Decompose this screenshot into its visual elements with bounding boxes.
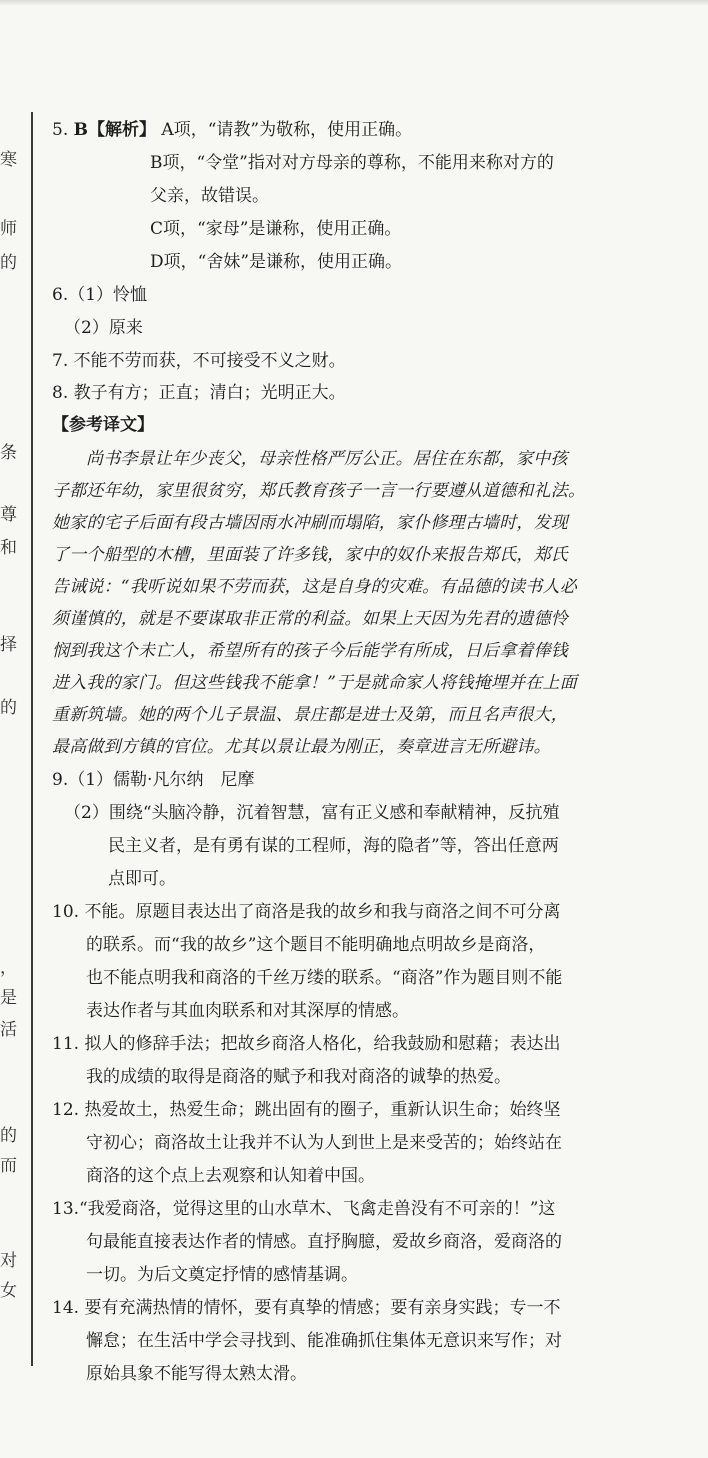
translation-line: 尚书李景让年少丧父，母亲性格严厉公正。居住在东都，家中孩 [86,449,568,469]
left-fragment: 择 [0,635,17,655]
answer-line: C项，“家母”是谦称，使用正确。 [150,219,402,239]
left-fragment: 女 [0,1281,17,1301]
answer-line: 8. 教子有方；正直；清白；光明正大。 [52,383,346,403]
answer-line: 商洛的这个点上去观察和认知着中国。 [86,1166,375,1186]
translation-line: 进入我的家门。但这些钱我不能拿！”于是就命家人将钱掩埋并在上面 [52,673,577,693]
answer-line: 一切。为后文奠定抒情的感情基调。 [86,1265,358,1285]
answer-line: 民主义者，是有勇有谋的工程师，海的隐者”等，答出任意两 [108,836,559,856]
translation-line: 她家的宅子后面有段古墙因雨水冲刷而塌陷，家仆修理古墙时，发现 [52,513,568,533]
answer-line: 7. 不能不劳而获，不可接受不义之财。 [52,351,346,371]
column-divider [31,112,33,1366]
answer-line: 也不能点明我和商洛的千丝万缕的联系。“商洛”作为题目则不能 [86,968,563,988]
answer-line: 12. 热爱故土，热爱生命；跳出固有的圈子，重新认识生命；始终坚 [52,1100,561,1120]
answer-line: 父亲，故错误。 [150,186,269,206]
answer-line: 9.（1）儒勒·凡尔纳 尼摩 [52,770,255,790]
answer-line: （2）围绕“头脑冷静，沉着智慧，富有正义感和奉献精神，反抗殖 [64,803,560,823]
left-fragment: 而 [0,1156,17,1176]
question-number: 5. [52,120,69,140]
left-fragment: 尊 [0,505,17,525]
answer-5-line [52,122,412,139]
translation-line: 告诫说：“我听说如果不劳而获，这是自身的灾难。有品德的读书人必 [52,577,577,597]
left-fragment: 是 [0,988,17,1008]
left-fragment: 的 [0,1126,17,1146]
left-fragment: 寒 [0,150,17,170]
answer-line: 11. 拟人的修辞手法；把故乡商洛人格化，给我鼓励和慰藉；表达出 [52,1034,561,1054]
answer-line: 的联系。而“我的故乡”这个题目不能明确地点明故乡是商洛， [86,935,546,955]
answer-line: （2）原来 [64,318,143,338]
answer-line: 14. 要有充满热情的情怀，要有真挚的情感；要有亲身实践；专一不 [52,1298,561,1318]
left-fragment: 和 [0,538,17,558]
left-fragment: 条 [0,443,17,463]
answer-line: 守初心；商洛故土让我并不认为人到世上是来受苦的；始终站在 [86,1133,562,1153]
answer-line: 句最能直接表达作者的情感。直抒胸臆，爱故乡商洛，爱商洛的 [86,1232,562,1252]
section-heading: 【参考译文】 [52,415,154,435]
translation-line: 须谨慎的，就是不要谋取非正常的利益。如果上天因为先君的遗德怜 [52,609,568,629]
answer-text: A项，“请教”为敬称，使用正确。 [161,120,413,140]
answer-line: 10. 不能。原题目表达出了商洛是我的故乡和我与商洛之间不可分离 [52,902,561,922]
translation-line: 了一个船型的木槽，里面装了许多钱，家中的奴仆来报告郑氏，郑氏 [52,545,568,565]
answer-line: 表达作者与其血肉联系和对其深厚的情感。 [86,1001,409,1021]
left-fragment: 的 [0,698,17,718]
answer-line: 13.“我爱商洛，觉得这里的山水草木、飞禽走兽没有不可亲的！”这 [52,1199,556,1219]
answer-line: D项，“舍妹”是谦称，使用正确。 [150,252,403,272]
left-fragment: 的 [0,253,17,273]
answer-line: 点即可。 [108,869,176,889]
translation-line: 悯到我这个未亡人，希望所有的孩子今后能学有所成，日后拿着俸钱 [52,641,568,661]
translation-line: 子都还年幼，家里很贫穷，郑氏教育孩子一言一行要遵从道德和礼法。 [52,481,586,501]
left-fragment: 对 [0,1251,17,1271]
answer-line: 原始具象不能写得太熟太滑。 [86,1364,307,1384]
page-top-edge [0,0,708,6]
answer-line: 懈怠；在生活中学会寻找到、能准确抓住集体无意识来写作；对 [86,1331,562,1351]
answer-line: 6.（1）怜恤 [52,285,148,305]
left-fragment: 师 [0,219,17,239]
translation-line: 最高做到方镇的官位。尤其以景让最为刚正，奏章进言无所避讳。 [52,737,551,757]
left-fragment: 活 [0,1020,17,1040]
answer-line: 我的成绩的取得是商洛的赋予和我对商洛的诚挚的热爱。 [86,1067,511,1087]
left-fragment: ， [0,958,17,978]
answer-line: B项，“令堂”指对对方母亲的尊称，不能用来称对方的 [150,153,554,173]
translation-line: 重新筑墙。她的两个儿子景温、景庄都是进士及第，而且名声很大， [52,705,568,725]
analysis-label: B【解析】 [73,120,157,140]
